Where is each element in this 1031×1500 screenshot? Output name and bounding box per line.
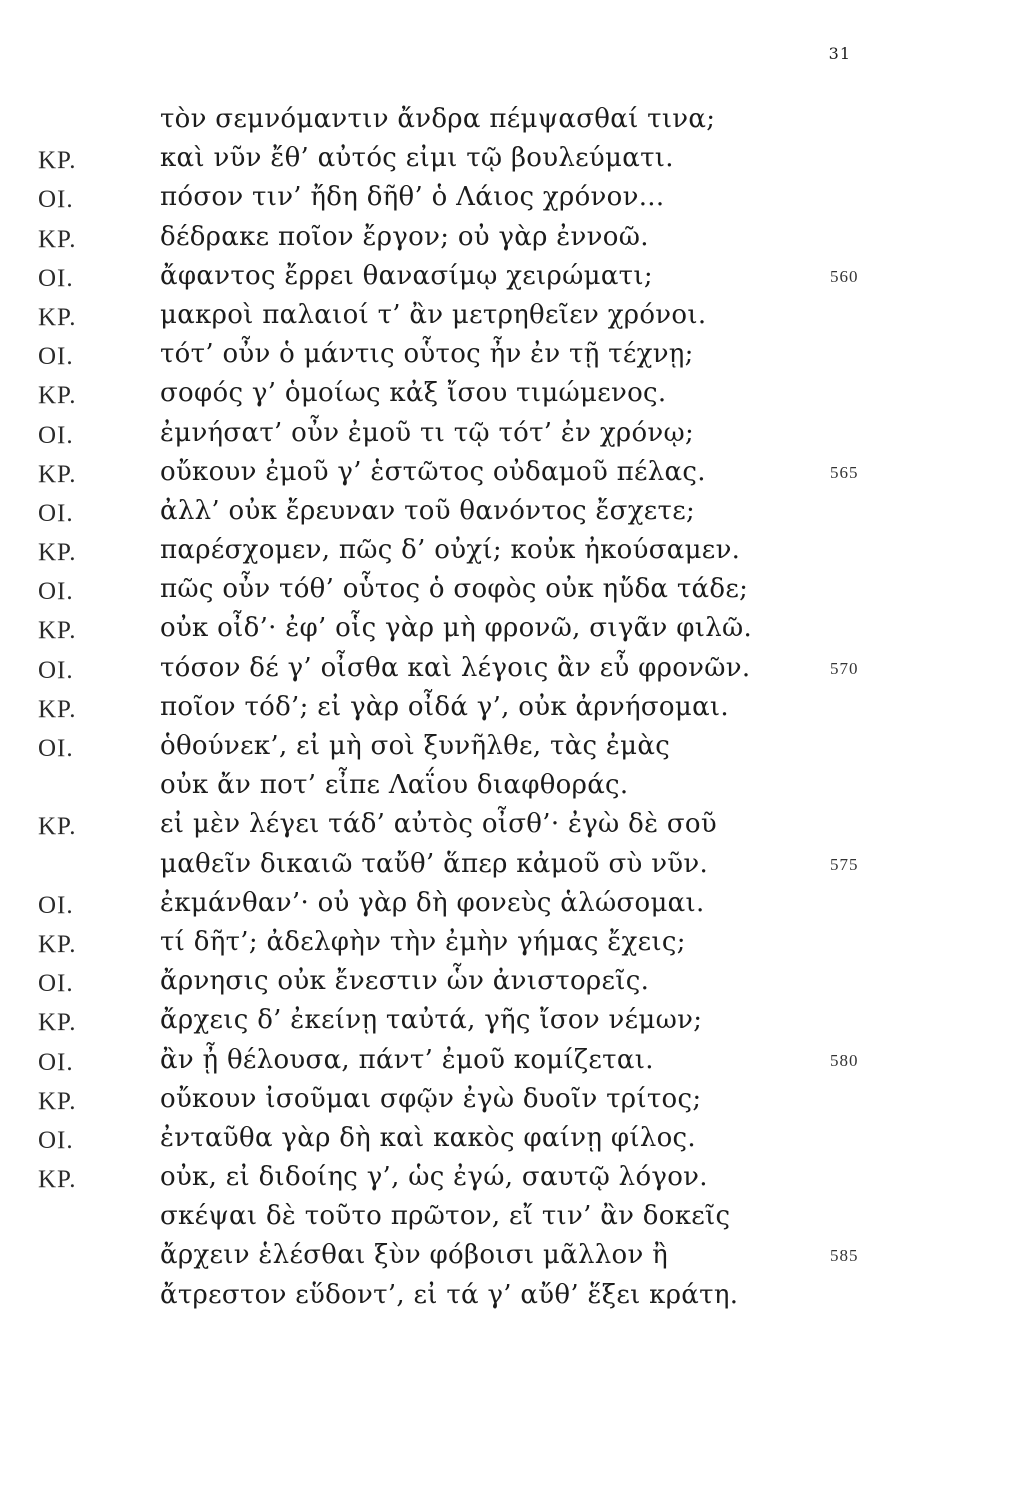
speaker-label: ΚΡ. <box>38 1166 77 1194</box>
verse-text: ἄρνησις οὐκ ἔνεστιν ὧν ἀνιστορεῖς. <box>160 966 650 997</box>
page-number: 31 <box>828 44 851 63</box>
verse-text: ἐμνήσατ’ οὖν ἐμοῦ τι τῷ τότ’ ἐν χρόνῳ; <box>160 417 695 448</box>
verse-text: ἄρχειν ἑλέσθαι ξὺν φόβοισι μᾶλλον ἢ <box>160 1240 669 1271</box>
speaker-label: ΟΙ. <box>38 264 74 292</box>
line-number: 580 <box>830 1050 859 1070</box>
speaker-label: ΚΡ. <box>38 147 77 175</box>
speaker-label: ΚΡ. <box>38 460 77 488</box>
verse-line <box>0 690 1031 729</box>
speaker-label: ΟΙ. <box>38 656 74 684</box>
verse-text: σοφός γ’ ὁμοίως κἀξ ἴσου τιμώμενος. <box>160 378 667 409</box>
speaker-label: ΚΡ. <box>38 617 77 645</box>
verse-text: οὐκ, εἰ διδοίης γ’, ὡς ἐγώ, σαυτῷ λόγον. <box>160 1162 708 1193</box>
verse-text: τότ’ οὖν ὁ μάντις οὗτος ἦν ἐν τῇ τέχνῃ; <box>160 339 694 370</box>
verse-line <box>0 102 1031 141</box>
speaker-label: ΟΙ. <box>38 1048 74 1076</box>
verse-line <box>0 925 1031 964</box>
speaker-label: ΟΙ. <box>38 891 74 919</box>
verse-text: εἰ μὲν λέγει τάδ’ αὐτὸς οἶσθ’· ἐγὼ δὲ σοῦ <box>160 809 717 840</box>
verse-line <box>0 180 1031 219</box>
line-number: 575 <box>830 854 859 874</box>
verse-line <box>0 1043 1031 1082</box>
verse-text: μακροὶ παλαιοί τ’ ἂν μετρηθεῖεν χρόνοι. <box>160 299 707 330</box>
verse-line <box>0 220 1031 259</box>
speaker-label: ΟΙ. <box>38 343 74 371</box>
verse-line <box>0 337 1031 376</box>
speaker-label: ΚΡ. <box>38 382 77 410</box>
verse-line <box>0 611 1031 650</box>
speaker-label: ΟΙ. <box>38 970 74 998</box>
verse-text: ἀλλ’ οὐκ ἔρευναν τοῦ θανόντος ἔσχετε; <box>160 495 696 526</box>
line-number: 565 <box>830 462 859 482</box>
speaker-label: ΟΙ. <box>38 421 74 449</box>
verse-text: μαθεῖν δικαιῶ ταὔθ’ ἅπερ κἀμοῦ σὺ νῦν. <box>160 848 709 879</box>
verse-line <box>0 533 1031 572</box>
line-number: 570 <box>830 658 859 678</box>
verse-text: οὔκουν ἰσοῦμαι σφῷν ἐγὼ δυοῖν τρίτος; <box>160 1083 702 1114</box>
verse-text: ἄτρεστον εὕδοντ’, εἰ τά γ’ αὔθ’ ἕξει κράτη. <box>160 1279 739 1310</box>
speaker-label: ΟΙ. <box>38 1126 74 1154</box>
verse-line <box>0 455 1031 494</box>
verse-line <box>0 886 1031 925</box>
verse-line <box>0 807 1031 846</box>
verse-line <box>0 416 1031 455</box>
verse-line <box>0 847 1031 886</box>
speaker-label: ΟΙ. <box>38 578 74 606</box>
verse-text: πόσον τιν’ ἤδη δῆθ’ ὁ Λάιος χρόνον... <box>160 182 665 213</box>
speaker-label: ΟΙ. <box>38 735 74 762</box>
speaker-label: ΚΡ. <box>38 695 77 723</box>
verse-line <box>0 729 1031 768</box>
speaker-label: ΚΡ. <box>38 930 77 958</box>
verse-text: οὔκουν ἐμοῦ γ’ ἑστῶτος οὐδαμοῦ πέλας. <box>160 456 706 487</box>
verse-line <box>0 572 1031 611</box>
verse-line <box>0 651 1031 690</box>
verse-text: τὸν σεμνόμαντιν ἄνδρα πέμψασθαί τινα; <box>160 104 716 134</box>
speaker-label: ΚΡ. <box>38 303 77 331</box>
verse-text: σκέψαι δὲ τοῦτο πρῶτον, εἴ τιν’ ἂν δοκεῖς <box>160 1201 731 1232</box>
verse-text: ἂν ᾖ θέλουσα, πάντ’ ἐμοῦ κομίζεται. <box>160 1044 654 1075</box>
verse-text: καὶ νῦν ἔθ’ αὐτός εἰμι τῷ βουλεύματι. <box>160 143 674 174</box>
verse-line <box>0 768 1031 807</box>
verse-text: τόσον δέ γ’ οἶσθα καὶ λέγοις ἂν εὖ φρονῶν. <box>160 652 751 683</box>
verse-line <box>0 964 1031 1003</box>
verse-line <box>0 1238 1031 1277</box>
verse-text: δέδρακε ποῖον ἔργον; οὐ γὰρ ἐννοῶ. <box>160 221 649 252</box>
speaker-label: ΚΡ. <box>38 225 77 253</box>
line-number: 560 <box>830 266 859 286</box>
speaker-label: ΚΡ. <box>38 1009 77 1037</box>
verse-text: πῶς οὖν τόθ’ οὗτος ὁ σοφὸς οὐκ ηὔδα τάδε; <box>160 574 749 605</box>
speaker-label: ΚΡ. <box>38 813 77 841</box>
verse-text: παρέσχομεν, πῶς δ’ οὐχί; κοὐκ ἠκούσαμεν. <box>160 535 741 566</box>
verse-line <box>0 1278 1031 1317</box>
verse-text: ἐκμάνθαν’· οὐ γὰρ δὴ φονεὺς ἁλώσομαι. <box>160 887 705 918</box>
verse-line <box>0 259 1031 298</box>
verse-line <box>0 1160 1031 1199</box>
speaker-label: ΟΙ. <box>38 186 74 214</box>
verse-line <box>0 1199 1031 1238</box>
verse-text: ἐνταῦθα γὰρ δὴ καὶ κακὸς φαίνῃ φίλος. <box>160 1122 696 1153</box>
line-number: 585 <box>830 1246 859 1266</box>
verse-line <box>0 1003 1031 1042</box>
verse-line <box>0 298 1031 337</box>
verse-line <box>0 1082 1031 1121</box>
verse-text: οὐκ ἄν ποτ’ εἶπε Λαΐου διαφθοράς. <box>160 770 629 801</box>
verse-block <box>0 102 1031 1317</box>
verse-text: τί δῆτ’; ἀδελφὴν τὴν ἐμὴν γήμας ἔχεις; <box>160 926 686 957</box>
speaker-label: ΚΡ. <box>38 539 77 567</box>
speaker-label: ΟΙ. <box>38 499 74 527</box>
verse-line <box>0 494 1031 533</box>
verse-line <box>0 376 1031 415</box>
verse-text: ὁθούνεκ’, εἰ μὴ σοὶ ξυνῆλθε, τὰς ἐμὰς <box>160 731 671 761</box>
verse-text: οὐκ οἶδ’· ἐφ’ οἷς γὰρ μὴ φρονῶ, σιγᾶν φιλῶ. <box>160 613 753 644</box>
verse-text: ἄφαντος ἔρρει θανασίμῳ χειρώματι; <box>160 260 653 291</box>
verse-line <box>0 1121 1031 1160</box>
speaker-label: ΚΡ. <box>38 1087 77 1115</box>
verse-line <box>0 141 1031 180</box>
verse-text: ἄρχεις δ’ ἐκείνῃ ταὐτά, γῆς ἴσον νέμων; <box>160 1005 703 1036</box>
verse-text: ποῖον τόδ’; εἰ γὰρ οἶδά γ’, οὐκ ἀρνήσομαι. <box>160 691 729 722</box>
